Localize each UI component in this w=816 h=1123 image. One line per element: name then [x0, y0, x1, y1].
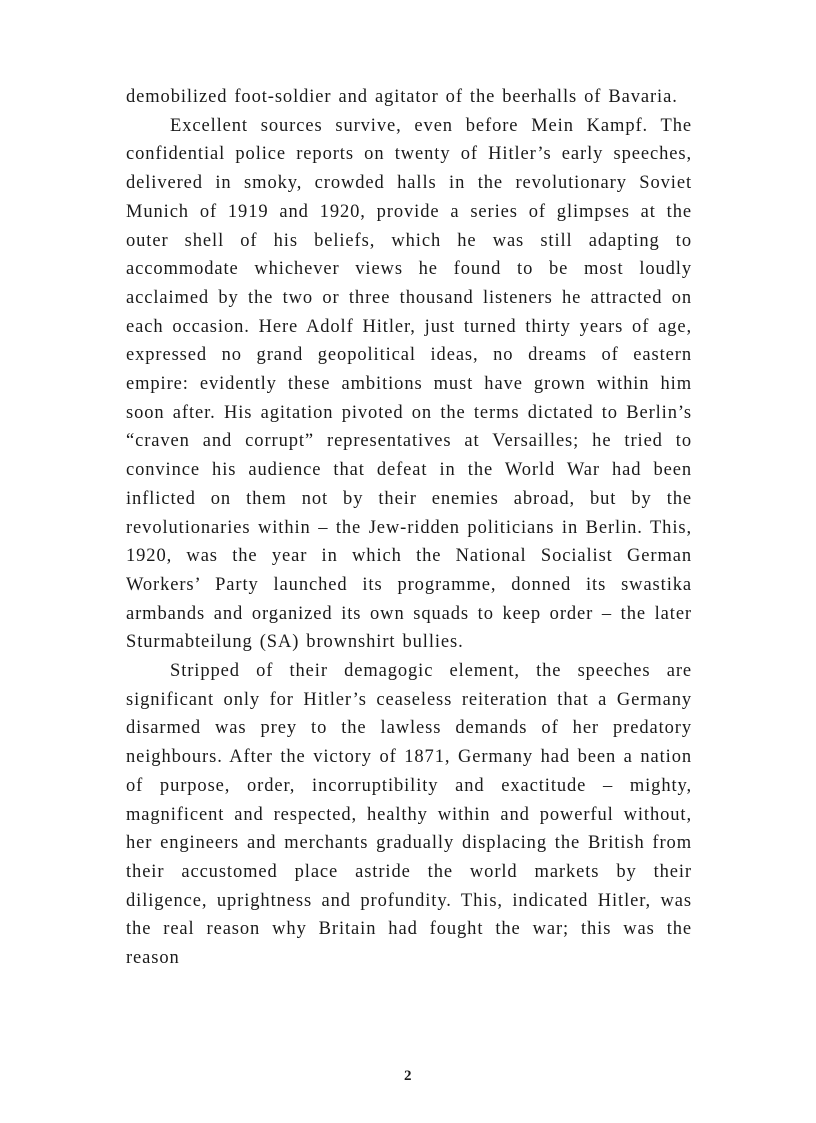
page-number: 2 — [404, 1068, 412, 1084]
body-text — [126, 83, 692, 973]
paragraph-speeches: Stripped of their demagogic element, the speeches are significant only for Hitler’s ceaseless reiteration that a Germany disarmed was prey to the lawless demands of her predatory neighbours. After the victory of 1871, Germany had been a nation of purpose, order, incorruptibility and exactitude – mighty, magnificent and respected, healthy within and powerful without, her engineers and merchants gradually displacing the British from their accustomed place astride the world markets by their diligence, uprightness and profundity. This, indicated Hitler, was the real reason why Britain had fought the war; this was the reason — [126, 661, 692, 969]
paragraph-continuation: demobilized foot-soldier and agitator of the beerhalls of Bavaria. — [126, 87, 678, 107]
paragraph-sources: Excellent sources survive, even before Mein Kampf. The confidential police reports on twenty of Hitler’s early speeches, delivered in smoky, crowded halls in the revolutionary Soviet Munich of 1919 and 1920, provide a series of glimpses at the outer shell of his beliefs, which he was still adapting to accommodate whichever views he found to be most loudly acclaimed by the two or three thousand listeners he attracted on each occasion. Here Adolf Hitler, just turned thirty years of age, expressed no grand geopolitical ideas, no dreams of eastern empire: evidently these ambitions must have grown within him soon after. His agitation pivoted on the terms dictated to Berlin’s “craven and corrupt” representatives at Versailles; he tried to convince his audience that defeat in the World War had been inflicted on them not by their enemies abroad, but by the revolutionaries within – the Jew-ridden politicians in Berlin. This, 1920, was the year in which the National Socialist German Workers’ Party launched its programme, donned its swastika armbands and organized its own squads to keep order – the later Sturmabteilung (SA) brownshirt bullies. — [126, 115, 692, 653]
